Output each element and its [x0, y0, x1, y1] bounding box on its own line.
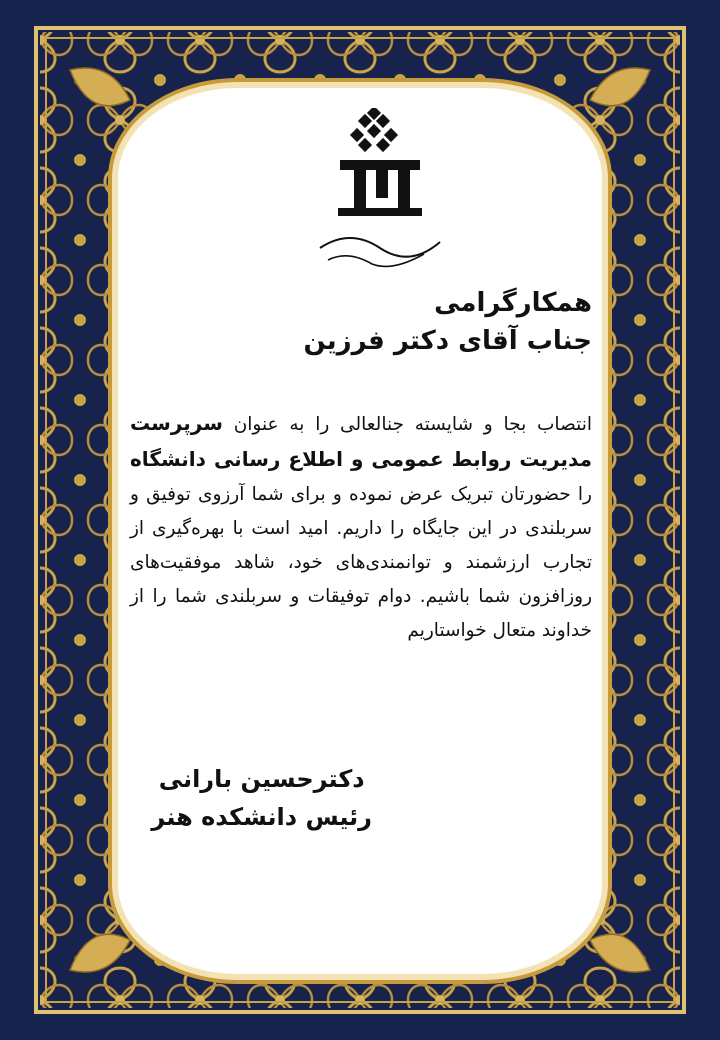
salutation-line-1: همکارگرامی [434, 288, 592, 318]
signer-name: دکترحسین بارانی [158, 765, 365, 793]
body-position-title: سرپرست مدیریت روابط عمومی و اطلاع رسانی دانشگاه [130, 411, 592, 471]
letter-body [130, 406, 592, 648]
salutation [303, 284, 592, 360]
body-part-1: انتصاب بجا و شایسته جنالعالی را به عنوان [233, 414, 592, 435]
salutation-line-2: جناب آقای دکتر فرزین [303, 326, 592, 356]
signer-title: رئیس دانشکده هنر [151, 803, 372, 831]
signature-block [151, 760, 372, 836]
art-faculty-logo [300, 108, 460, 278]
body-part-2: را حضورتان تبریک عرض نموده و برای شما آرزوی توفیق و سربلندی در این جایگاه را داریم. امید است با بهره‌گیری از تجارب ارزشمند و توانمندی‌های خود، شاهد موفقیت‌های روزافزون شما باشیم. دوام توفیقات و سربلندی شما را از خداوند متعال خواستاریم [130, 484, 592, 641]
letter-content [128, 96, 598, 956]
